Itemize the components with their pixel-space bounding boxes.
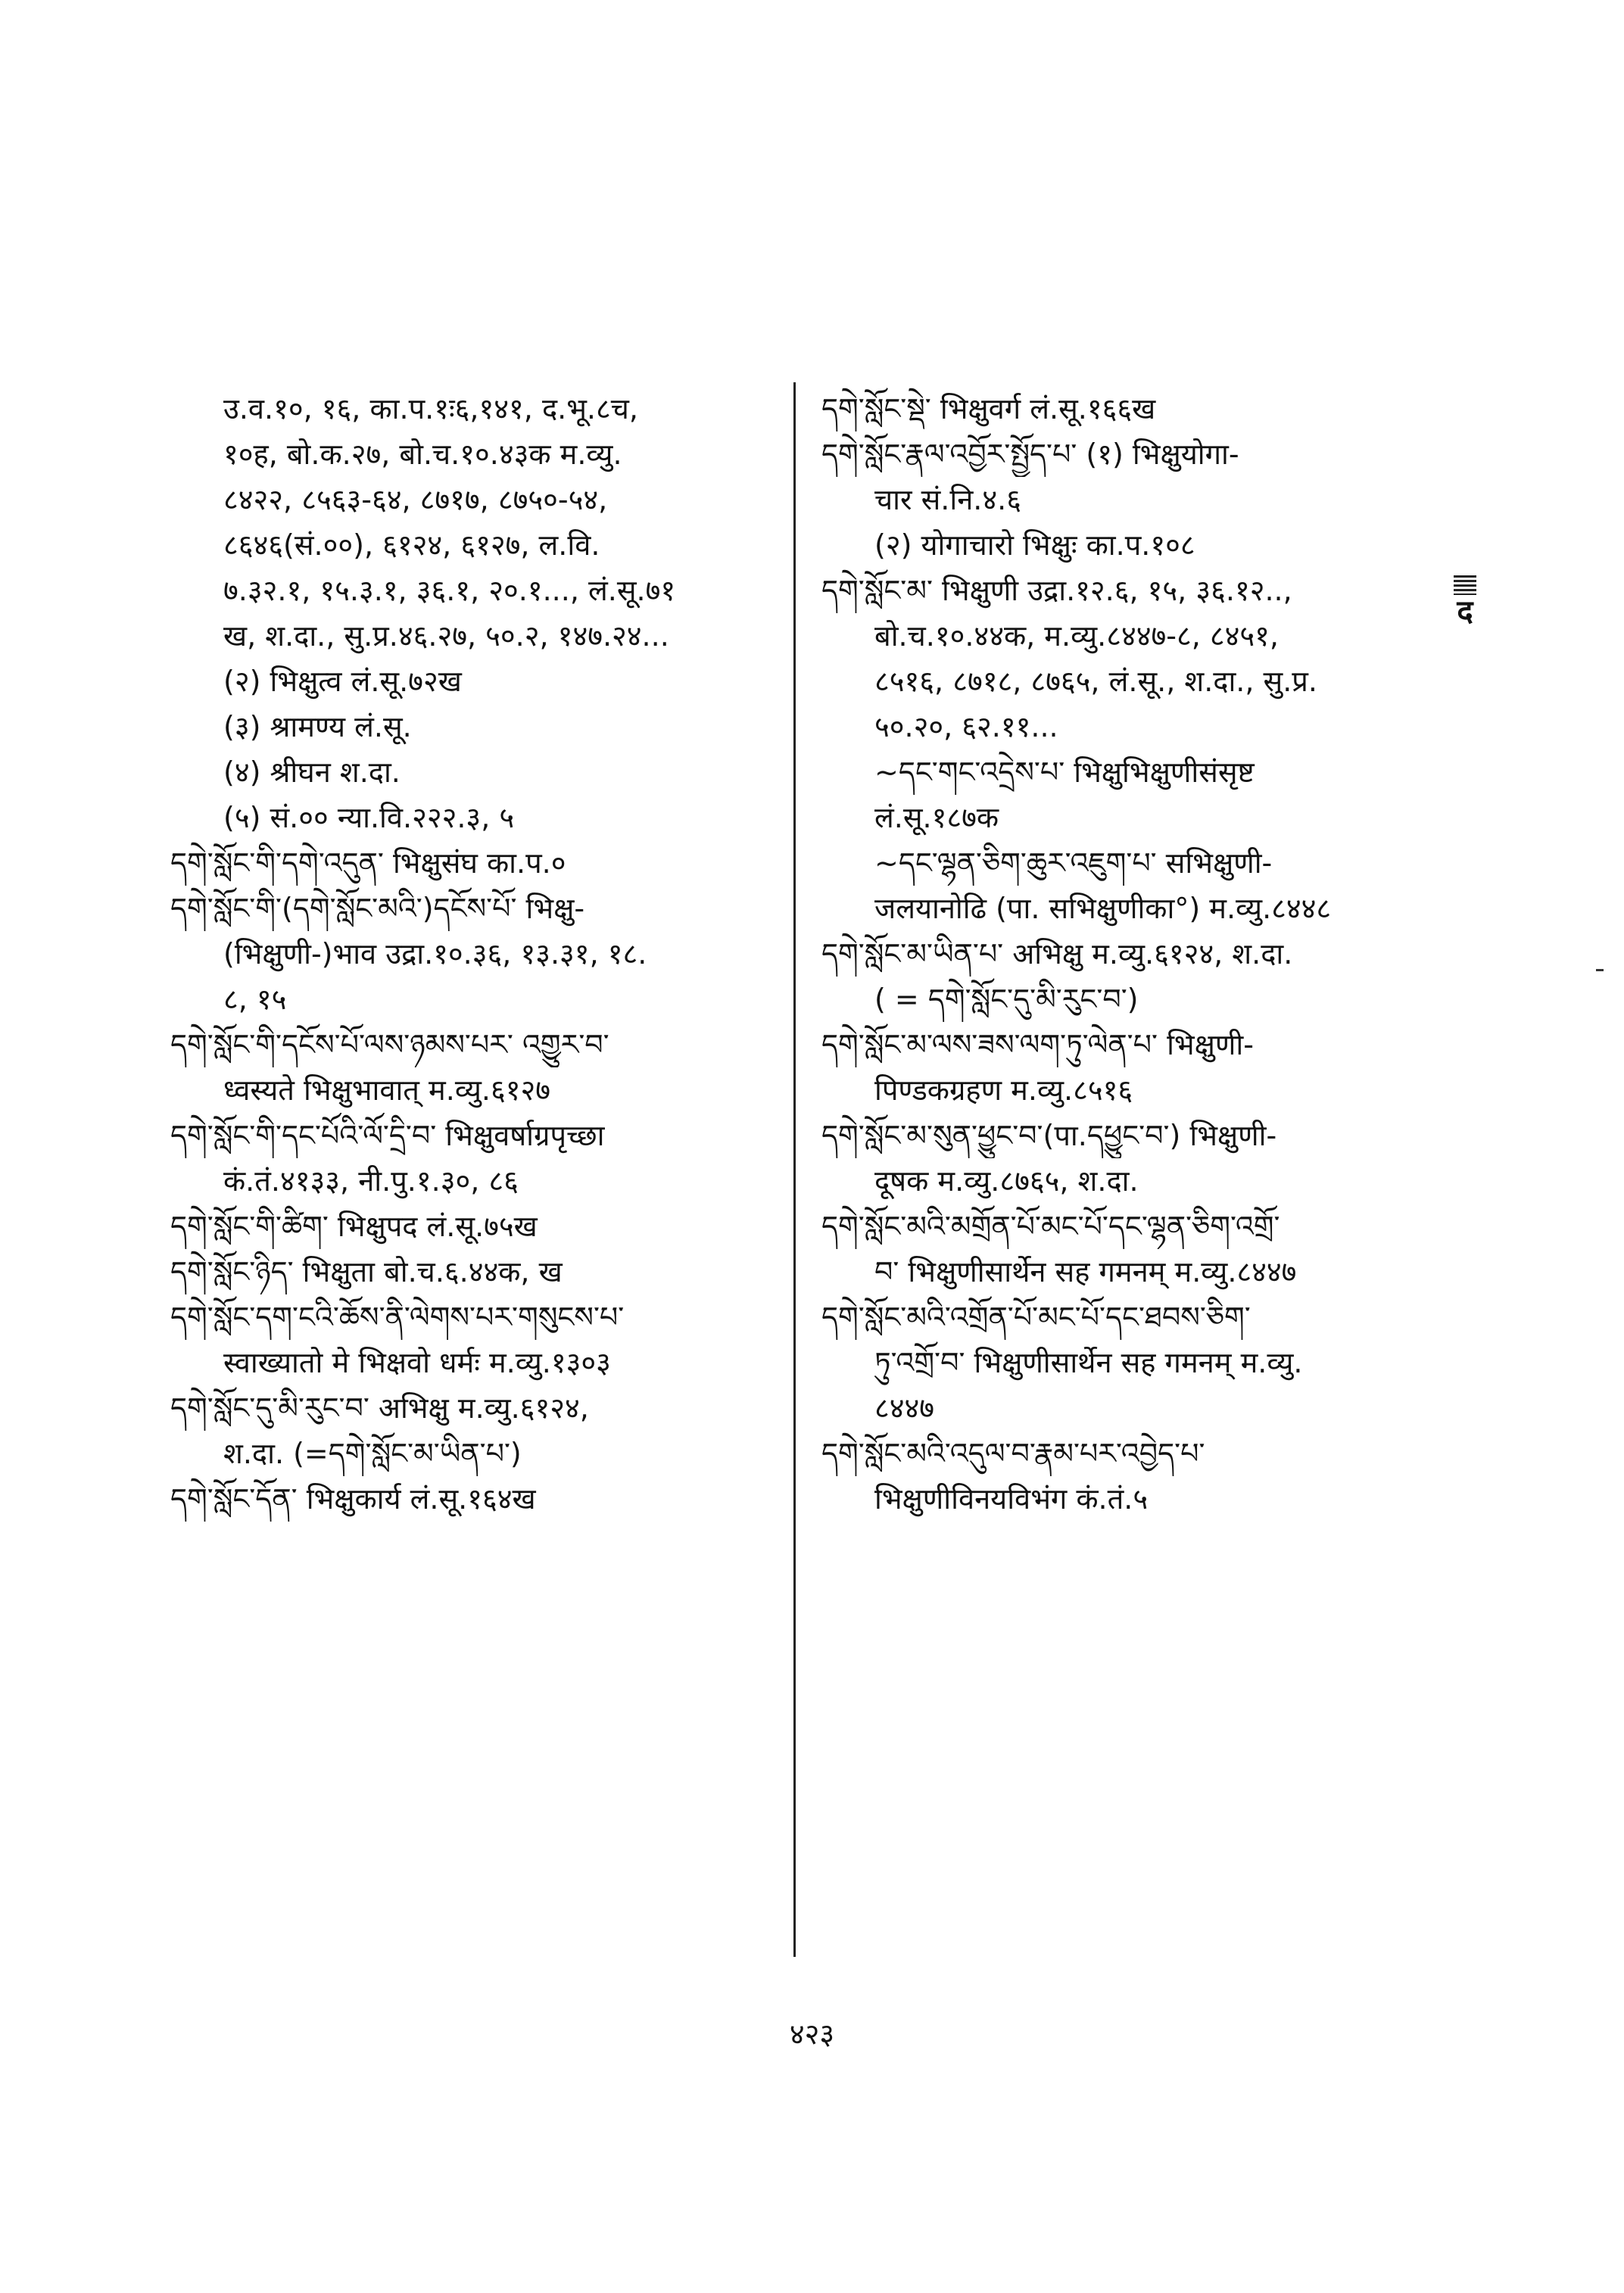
entry-continuation-line: चार सं.नि.४.६ [874, 483, 1021, 516]
margin-mark [1596, 969, 1604, 971]
entry-headword-line: དགེ་སློང་གི་དགེ་འདུན་ भिक्षुसंघ का.प.० [170, 846, 566, 880]
entry-continuation-line: श.दा. (=དགེ་སློང་མ་ཡིན་པ་) [223, 1437, 522, 1470]
dictionary-entry [821, 568, 1427, 931]
dictionary-entry [821, 1431, 1427, 1522]
entry-continuation-line: लं.सू.१८७क [874, 801, 999, 834]
left-column [170, 386, 768, 1522]
page-number: ४२३ [789, 2017, 835, 2051]
entry-continuation-line: ८, १५ [223, 983, 287, 1016]
entry-continuation-line: ८४४७ [874, 1391, 935, 1425]
entry-continuation-line: ८४२२, ८५६३-६४, ८७१७, ८७५०-५४, [223, 483, 608, 516]
entry-headword-line: དགེ་སློང་དོན་ भिक्षुकार्य लं.सू.१६४ख [170, 1482, 536, 1516]
entry-continuation-line: ~དང་གང་འདྲེས་པ་ भिक्षुभिक्षुणीसंसृष्ट [874, 756, 1255, 789]
entry-continuation-line: (५) सं.०० न्या.वि.२२२.३, ५ [223, 801, 515, 834]
entry-continuation-line: ( = དགེ་སློང་དུ་མི་རུང་བ་) [874, 983, 1139, 1016]
entry-continuation-line: दूषक म.व्यु.८७६५, श.दा. [874, 1164, 1139, 1198]
entry-headword-line: དགེ་སློང་མ་ भिक्षुणी उद्रा.१२.६, १५, ३६.१२.., [821, 574, 1292, 607]
entry-continuation-line: (३) श्रामण्य लं.सू. [223, 710, 412, 743]
entry-continuation-line: བ་ भिक्षुणीसार्थेन सह गमनम् म.व्यु.८४४७ [874, 1255, 1297, 1288]
entry-headword-line: དགེ་སློང་སྡེ་ भिक्षुवर्ग लं.सू.१६६ख [821, 392, 1156, 425]
entry-continuation-line: ख, श.दा., सु.प्र.४६.२७, ५०.२, १४७.२४... [223, 619, 669, 653]
dictionary-entry [170, 1249, 768, 1294]
entry-continuation-line: ७.३२.१, १५.३.१, ३६.१, २०.१..., लं.सू.७१ [223, 574, 676, 607]
entry-continuation-line: बो.च.१०.४४क, म.व्यु.८४४७-८, ८४५१, [874, 619, 1279, 653]
entry-headword-line: དགེ་སློང་གི་(དགེ་སློང་མའི་)དངོས་པོ་ भिक्षु- [170, 892, 585, 925]
entry-continuation-line: पिण्डकग्रहण म.व्यु.८५१६ [874, 1073, 1133, 1107]
dictionary-entry [170, 1476, 768, 1522]
entry-continuation-line: ~དང་ལྷན་ཅིག་ཆུར་འཇུག་པ་ सभिक्षुणी- [874, 846, 1273, 880]
entry-headword-line: དགེ་སློང་དུ་མི་རུང་བ་ अभिक्षु म.व्यु.६१२४, [170, 1391, 589, 1425]
dictionary-entry [170, 386, 768, 840]
entry-continuation-line: कं.तं.४१३३, नी.पु.१.३०, ८६ [223, 1164, 519, 1198]
dictionary-entry [170, 1385, 768, 1476]
entry-continuation-line: जलयानोढि (पा. सभिक्षुणीका°) म.व्यु.८४४८ [874, 892, 1332, 925]
entry-headword-line: དགེ་སློང་མའི་མགྲོན་པོ་མང་པོ་དང་ལྷན་ཅིག་འགྲོ་ [821, 1210, 1280, 1243]
entry-continuation-line: (२) भिक्षुत्व लं.सू.७२ख [223, 665, 462, 698]
dictionary-entry [821, 931, 1427, 1022]
entry-headword-line: དགེ་སློང་གི་དངོས་པོ་ལས་ཉམས་པར་ འགྱུར་བ་ [170, 1028, 609, 1061]
entry-continuation-line: ८६४६(सं.००), ६१२४, ६१२७, ल.वि. [223, 528, 600, 562]
entry-headword-line: དགེ་སློང་གི་དང་པོའི་ལོ་དྲི་བ་ भिक्षुवर्षाग्रपृच्छा [170, 1119, 605, 1152]
entry-continuation-line: (भिक्षुणी-)भाव उद्रा.१०.३६, १३.३१, १८. [223, 937, 647, 970]
entry-headword-line: དགེ་སློང་དག་ངའི་ཆོས་ནི་ལེགས་པར་གསུངས་པ་ [170, 1301, 625, 1334]
entry-continuation-line: (४) श्रीघन श.दा. [223, 756, 401, 789]
entry-headword-line: དགེ་སློང་མ་སུན་ཕྱུང་བ་(पा.དཕྱུང་བ་) भिक्षुणी- [821, 1119, 1277, 1152]
entry-continuation-line: ८५१६, ८७१८, ८७६५, लं.सू., श.दा., सु.प्र. [874, 665, 1318, 698]
entry-continuation-line: १०ह, बो.क.२७, बो.च.१०.४३क म.व्यु. [223, 438, 622, 471]
right-column [821, 386, 1427, 1522]
thumb-tab-letter: द [1457, 594, 1473, 629]
entry-continuation-line: (२) योगाचारो भिक्षुः का.प.१०८ [874, 528, 1195, 562]
entry-continuation-line: स्वाख्यातो मे भिक्षवो धर्मः म.व्यु.१३०३ [223, 1346, 611, 1379]
dictionary-entry [821, 386, 1427, 431]
entry-headword-line: དགེ་སློང་ཉིད་ भिक्षुता बो.च.६.४४क, ख [170, 1255, 563, 1288]
dictionary-entry [821, 431, 1427, 568]
dictionary-entry [821, 1022, 1427, 1113]
entry-headword-line: དགེ་སློང་གི་ཚིག་ भिक्षुपद लं.सू.७५ख [170, 1210, 538, 1243]
dictionary-entry [170, 1294, 768, 1385]
dictionary-entry [170, 840, 768, 886]
dictionary-entry [170, 1113, 768, 1204]
entry-continuation-line: उ.व.१०, १६, का.प.१ः६,१४१, द.भू.८च, [223, 392, 638, 425]
entry-headword-line: དགེ་སློང་མའི་འདུལ་བ་རྣམ་པར་འབྱེད་པ་ [821, 1437, 1205, 1470]
entry-headword-line: དགེ་སློང་མའི་འགྲོན་པོ་མང་པོ་དང་ཐབས་ཅིག་ [821, 1301, 1251, 1334]
entry-headword-line: དགེ་སློང་རྣལ་འབྱོར་སྤྱོད་པ་ (१) भिक्षुयोगा- [821, 438, 1239, 471]
dictionary-entry [821, 1294, 1427, 1431]
entry-headword-line: དགེ་སློང་མ་ཡིན་པ་ अभिक्षु म.व्यु.६१२४, श.दा. [821, 937, 1293, 970]
entry-continuation-line: भिक्षुणीविनयविभंग कं.तं.५ [874, 1482, 1149, 1516]
entry-continuation-line: ५०.२०, ६२.११... [874, 710, 1058, 743]
dictionary-entry [170, 1204, 768, 1249]
dictionary-entry [821, 1204, 1427, 1294]
entry-continuation-line: ध्वस्यते भिक्षुभावात् म.व्यु.६१२७ [223, 1073, 551, 1107]
dictionary-entry [170, 886, 768, 1022]
column-divider [793, 382, 796, 1957]
thumb-tab-bars [1454, 575, 1476, 595]
dictionary-entry [170, 1022, 768, 1113]
entry-headword-line: དགེ་སློང་མ་ལས་ཟས་ལག་ཏུ་ལེན་པ་ भिक्षुणी- [821, 1028, 1254, 1061]
entry-continuation-line: ཏུ་འགྲོ་བ་ भिक्षुणीसार्थेन सह गमनम् म.व्यु. [874, 1346, 1303, 1379]
dictionary-entry [821, 1113, 1427, 1204]
thumb-index-tab [1452, 575, 1478, 634]
